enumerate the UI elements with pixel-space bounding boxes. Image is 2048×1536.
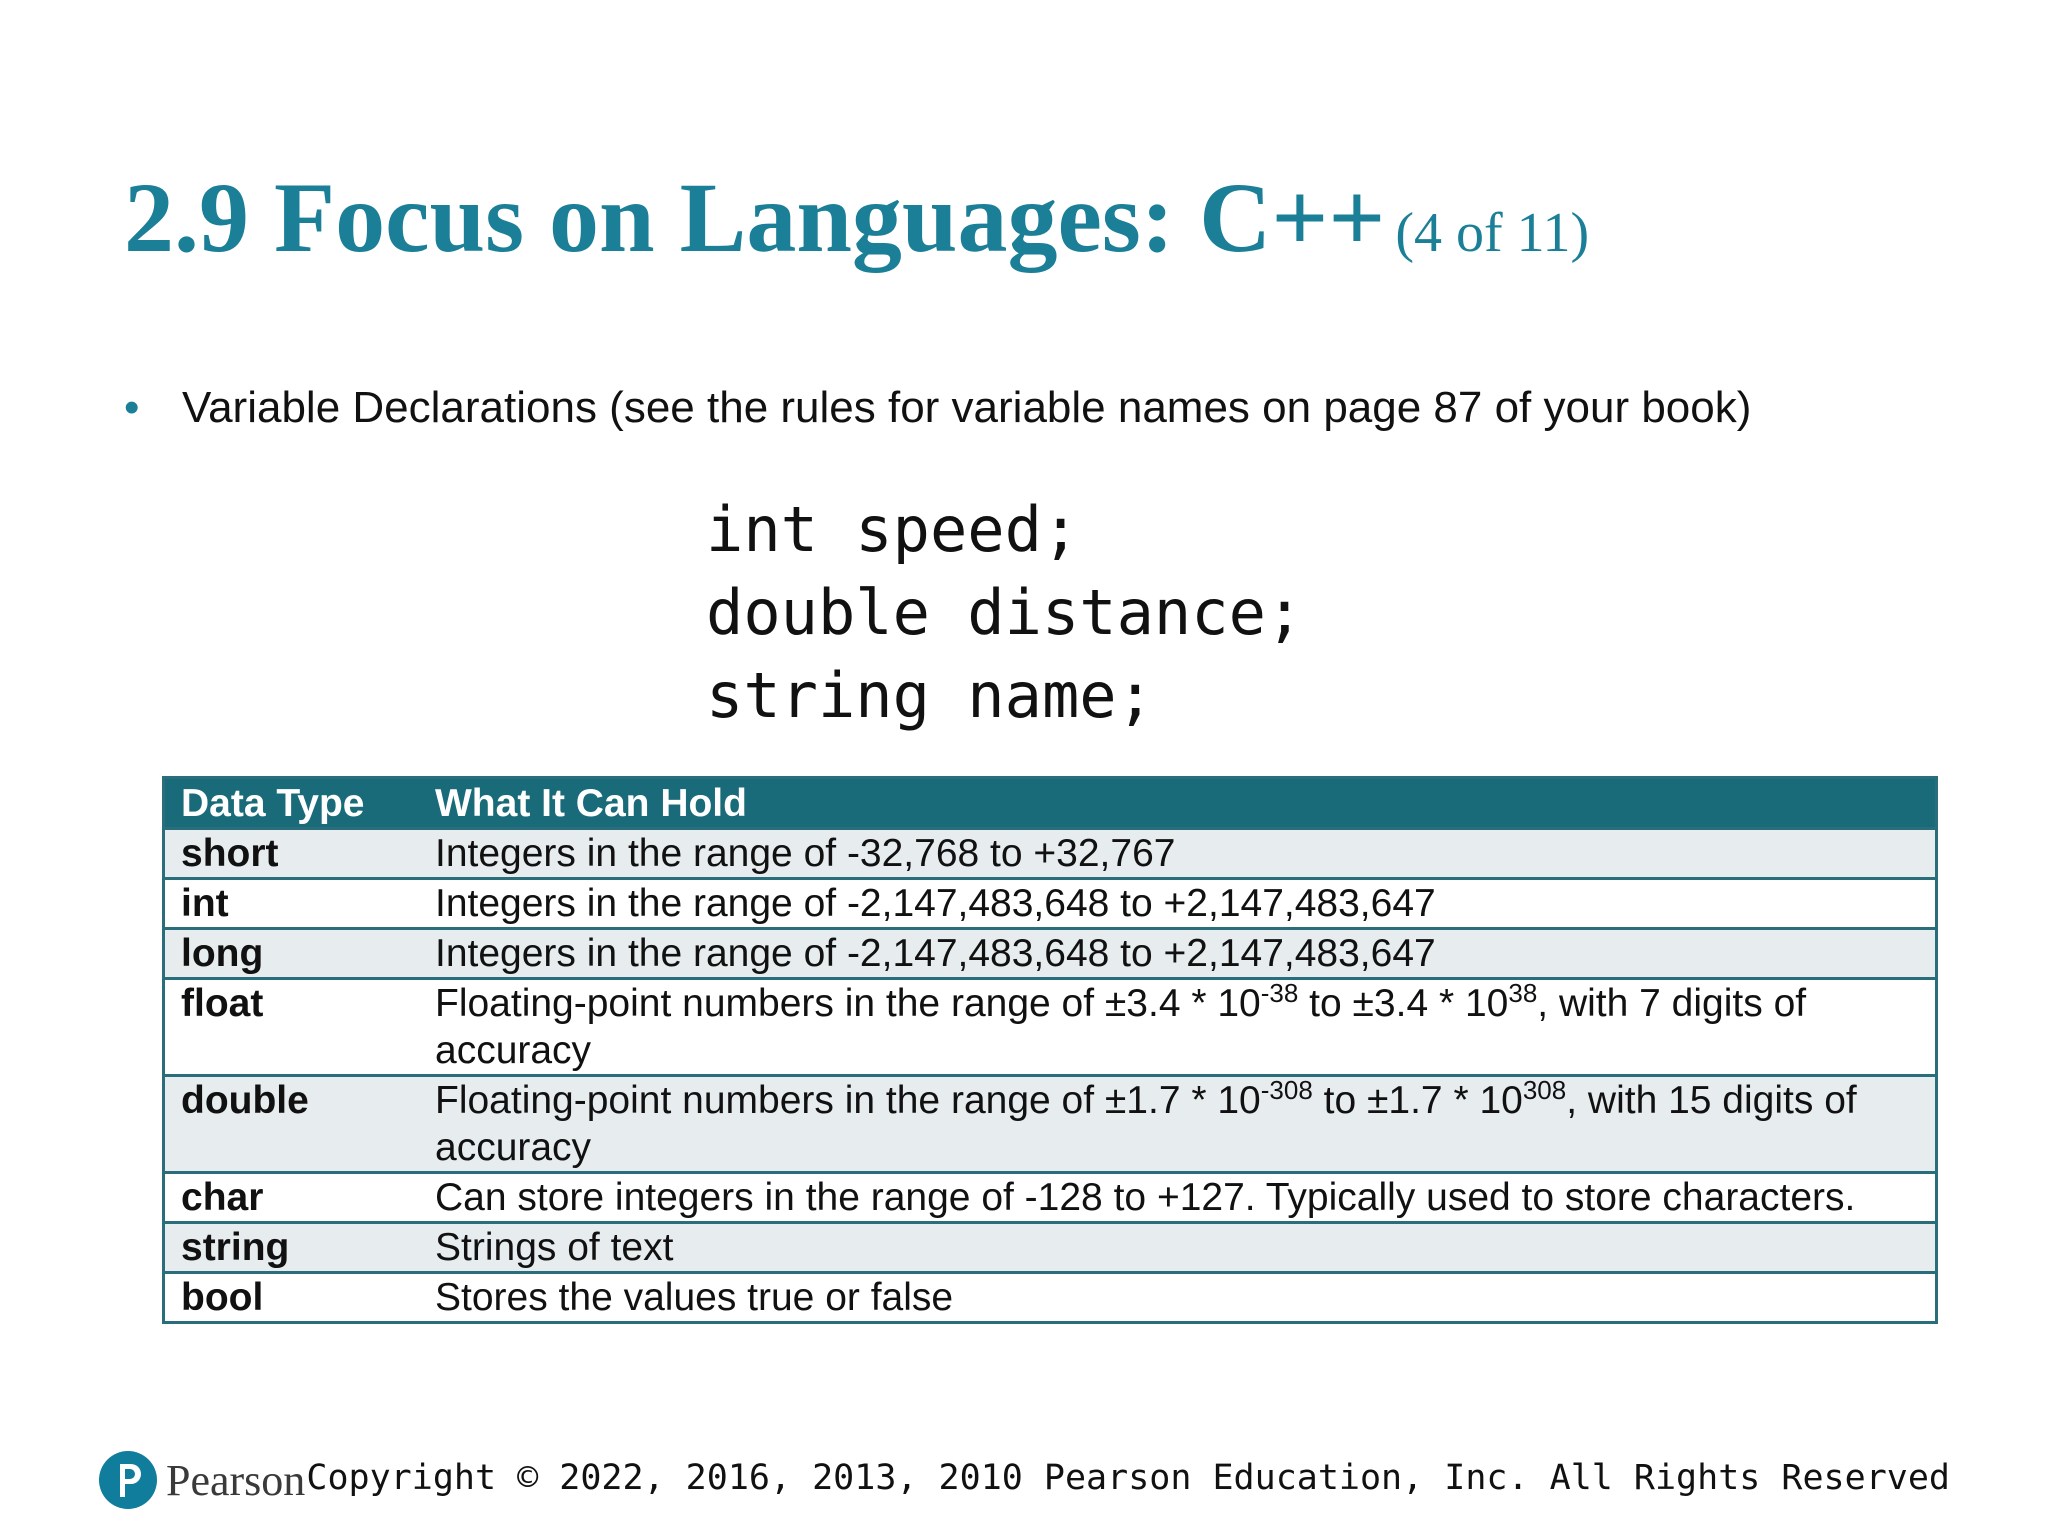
- desc-text: Floating-point numbers in the range of ±3.4 * 10: [435, 982, 1261, 1025]
- table-row: [164, 1223, 1937, 1273]
- row-type: int: [164, 879, 420, 929]
- row-type: double: [164, 1076, 420, 1173]
- code-line: string name;: [706, 659, 1154, 732]
- row-type: long: [164, 929, 420, 979]
- row-description: Integers in the range of -2,147,483,648 to +2,147,483,647: [419, 929, 1937, 979]
- row-description: Can store integers in the range of -128 to +127. Typically used to store characters.: [419, 1173, 1937, 1223]
- row-description: Integers in the range of -32,768 to +32,767: [419, 829, 1937, 879]
- exponent: 308: [1522, 1075, 1567, 1105]
- slide-title-text: 2.9 Focus on Languages: C++: [124, 162, 1386, 273]
- copyright-notice: Copyright © 2022, 2016, 2013, 2010 Pearson Education, Inc. All Rights Reserved: [306, 1458, 1950, 1498]
- logo-text: Pearson: [166, 1455, 306, 1505]
- row-type: bool: [164, 1273, 420, 1323]
- row-type: float: [164, 979, 420, 1076]
- table-row: [164, 929, 1937, 979]
- exponent: 38: [1508, 978, 1538, 1008]
- code-line: double distance;: [706, 576, 1304, 649]
- row-type: string: [164, 1223, 420, 1273]
- exponent: -308: [1260, 1075, 1313, 1105]
- pearson-logo: [98, 1450, 305, 1510]
- code-line: int speed;: [706, 493, 1080, 566]
- data-type-table: [162, 776, 1938, 1324]
- bullet-text: Variable Declarations (see the rules for variable names on page 87 of your book): [182, 383, 1752, 432]
- desc-text: , with 7 digits of accuracy: [435, 982, 1807, 1072]
- slide-title-suffix: (4 of 11): [1395, 202, 1590, 264]
- desc-text: to ±1.7 * 10: [1312, 1079, 1523, 1122]
- row-description: [419, 1076, 1937, 1173]
- table-row: [164, 879, 1937, 929]
- bullet-icon: •: [124, 383, 140, 432]
- header-data-type: Data Type: [164, 778, 420, 829]
- row-type: char: [164, 1173, 420, 1223]
- table-row: [164, 1173, 1937, 1223]
- slide-title: [124, 162, 1590, 273]
- header-what-it-can-hold: What It Can Hold: [419, 778, 1937, 829]
- row-description: Integers in the range of -2,147,483,648 to +2,147,483,647: [419, 879, 1937, 929]
- code-block: [706, 488, 1303, 737]
- desc-text: to ±3.4 * 10: [1298, 982, 1509, 1025]
- desc-text: Floating-point numbers in the range of ±1.7 * 10: [435, 1079, 1261, 1122]
- exponent: -38: [1260, 978, 1299, 1008]
- table-row: [164, 829, 1937, 879]
- table-header-row: [164, 778, 1937, 829]
- desc-text: , with 15 digits of accuracy: [435, 1079, 1857, 1169]
- row-type: short: [164, 829, 420, 879]
- row-description: [419, 979, 1937, 1076]
- row-description: Strings of text: [419, 1223, 1937, 1273]
- table-row: [164, 1076, 1937, 1173]
- bullet-item: [124, 383, 1752, 432]
- pearson-logo-icon: [98, 1450, 158, 1510]
- table-row: [164, 979, 1937, 1076]
- row-description: Stores the values true or false: [419, 1273, 1937, 1323]
- table-row: [164, 1273, 1937, 1323]
